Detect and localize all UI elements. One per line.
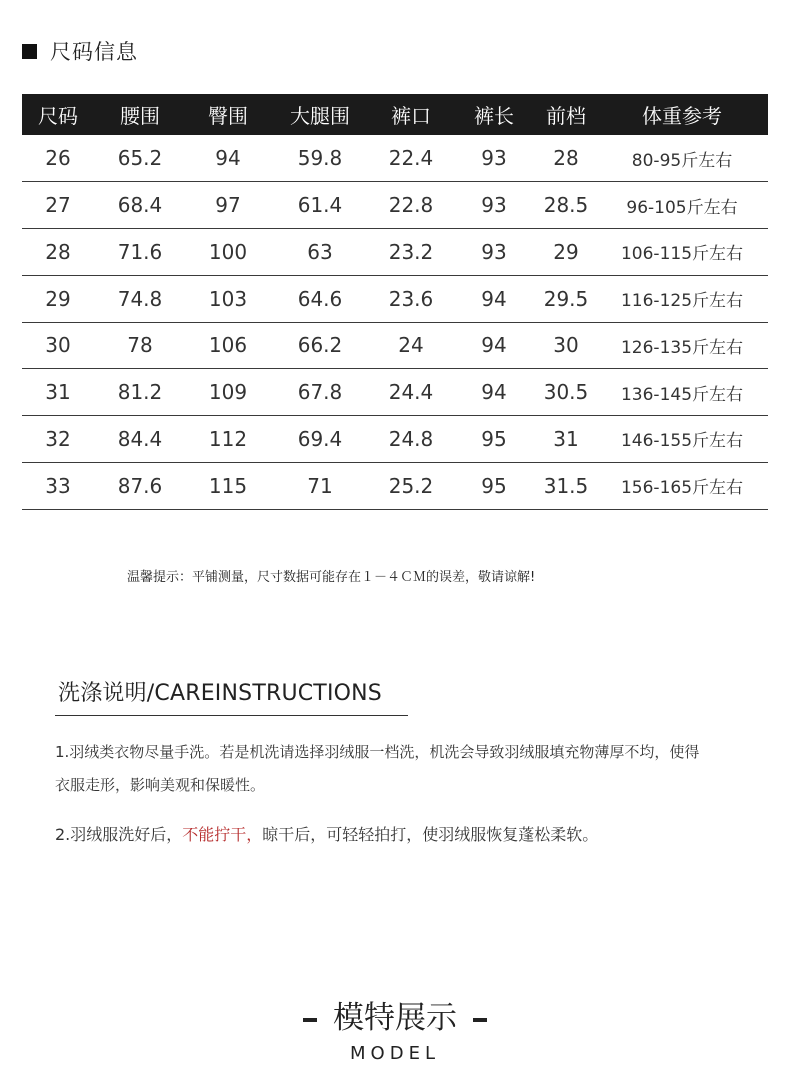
table-row (22, 369, 768, 416)
table-cell: 95 (452, 416, 536, 463)
table-cell: 32 (22, 416, 94, 463)
table-cell: 100 (186, 229, 270, 276)
table-cell: 30.5 (536, 369, 596, 416)
table-cell: 30 (536, 322, 596, 369)
table-cell: 66.2 (270, 322, 370, 369)
table-cell: 94 (452, 322, 536, 369)
care-instructions-title: 洗涤说明/CAREINSTRUCTIONS (58, 681, 382, 706)
size-table (22, 94, 768, 510)
header-cell: 尺码 (38, 104, 78, 128)
table-cell: 78 (94, 322, 186, 369)
table-cell: 115 (186, 462, 270, 509)
table-cell: 28 (22, 229, 94, 276)
table-cell: 156-165斤左右 (596, 462, 768, 509)
table-cell: 31 (536, 416, 596, 463)
table-cell: 126-135斤左右 (596, 322, 768, 369)
model-section-title: 模特展示 (333, 1000, 457, 1036)
table-cell: 31.5 (536, 462, 596, 509)
care-instruction-line-3 (55, 822, 598, 845)
care-warning-highlight: 不能拧干， (182, 825, 263, 844)
model-section-subtitle: MODEL (350, 1043, 440, 1064)
table-cell: 93 (452, 182, 536, 229)
table-cell: 59.8 (270, 135, 370, 182)
table-cell: 23.6 (370, 275, 452, 322)
header-cell: 体重参考 (642, 104, 722, 128)
table-cell: 112 (186, 416, 270, 463)
table-cell: 94 (452, 369, 536, 416)
table-cell: 26 (22, 135, 94, 182)
table-row (22, 135, 768, 182)
table-cell: 29 (536, 229, 596, 276)
header-cell: 裤口 (391, 104, 431, 128)
care-instruction-line-2: 衣服走形，影响美观和保暖性。 (55, 776, 266, 794)
care-instruction-line-1: 1.羽绒类衣物尽量手洗。若是机洗请选择羽绒服一档洗，机洗会导致羽绒服填充物薄厚不均，使得 (55, 743, 700, 761)
measurement-tip: 温馨提示：平铺测量，尺寸数据可能存在１－４ＣＭ的误差，敬请谅解! (127, 570, 536, 585)
table-cell: 22.8 (370, 182, 452, 229)
table-cell: 97 (186, 182, 270, 229)
table-cell: 24.4 (370, 369, 452, 416)
table-row (22, 322, 768, 369)
table-cell: 65.2 (94, 135, 186, 182)
table-cell: 106 (186, 322, 270, 369)
table-cell: 106-115斤左右 (596, 229, 768, 276)
table-cell: 94 (186, 135, 270, 182)
table-cell: 93 (452, 135, 536, 182)
care-title-underline (55, 715, 408, 716)
model-section-header (0, 992, 790, 1037)
table-cell: 25.2 (370, 462, 452, 509)
table-cell: 29.5 (536, 275, 596, 322)
table-cell: 103 (186, 275, 270, 322)
table-cell: 27 (22, 182, 94, 229)
table-cell: 116-125斤左右 (596, 275, 768, 322)
table-cell: 31 (22, 369, 94, 416)
table-row (22, 229, 768, 276)
table-cell: 94 (452, 275, 536, 322)
table-cell: 67.8 (270, 369, 370, 416)
table-cell: 64.6 (270, 275, 370, 322)
table-cell: 28 (536, 135, 596, 182)
table-cell: 71.6 (94, 229, 186, 276)
table-header-row (22, 94, 768, 135)
table-cell: 87.6 (94, 462, 186, 509)
table-cell: 136-145斤左右 (596, 369, 768, 416)
header-cell: 腰围 (120, 104, 160, 128)
table-cell: 95 (452, 462, 536, 509)
header-cell: 臀围 (208, 104, 248, 128)
care-line-3-suffix: 晾干后，可轻轻拍打，使羽绒服恢复蓬松柔软。 (262, 825, 599, 844)
dash-decoration (303, 1018, 317, 1022)
table-cell: 69.4 (270, 416, 370, 463)
table-cell: 146-155斤左右 (596, 416, 768, 463)
table-cell: 33 (22, 462, 94, 509)
header-cell: 裤长 (474, 104, 514, 128)
table-row (22, 182, 768, 229)
table-cell: 63 (270, 229, 370, 276)
square-icon (22, 44, 37, 59)
table-cell: 24.8 (370, 416, 452, 463)
table-cell: 109 (186, 369, 270, 416)
table-cell: 23.2 (370, 229, 452, 276)
table-cell: 84.4 (94, 416, 186, 463)
table-row (22, 462, 768, 509)
size-section-title: 尺码信息 (50, 40, 138, 64)
dash-decoration (473, 1018, 487, 1022)
header-cell: 大腿围 (290, 104, 350, 128)
table-cell: 80-95斤左右 (596, 135, 768, 182)
table-cell: 61.4 (270, 182, 370, 229)
table-cell: 68.4 (94, 182, 186, 229)
header-cell: 前档 (546, 104, 586, 128)
size-section-header (22, 36, 138, 66)
table-cell: 74.8 (94, 275, 186, 322)
table-cell: 71 (270, 462, 370, 509)
table-cell: 96-105斤左右 (596, 182, 768, 229)
care-line-3-prefix: 2.羽绒服洗好后， (55, 825, 183, 844)
table-cell: 24 (370, 322, 452, 369)
table-cell: 22.4 (370, 135, 452, 182)
table-cell: 93 (452, 229, 536, 276)
table-cell: 29 (22, 275, 94, 322)
table-row (22, 275, 768, 322)
table-cell: 81.2 (94, 369, 186, 416)
table-cell: 30 (22, 322, 94, 369)
table-row (22, 416, 768, 463)
table-cell: 28.5 (536, 182, 596, 229)
